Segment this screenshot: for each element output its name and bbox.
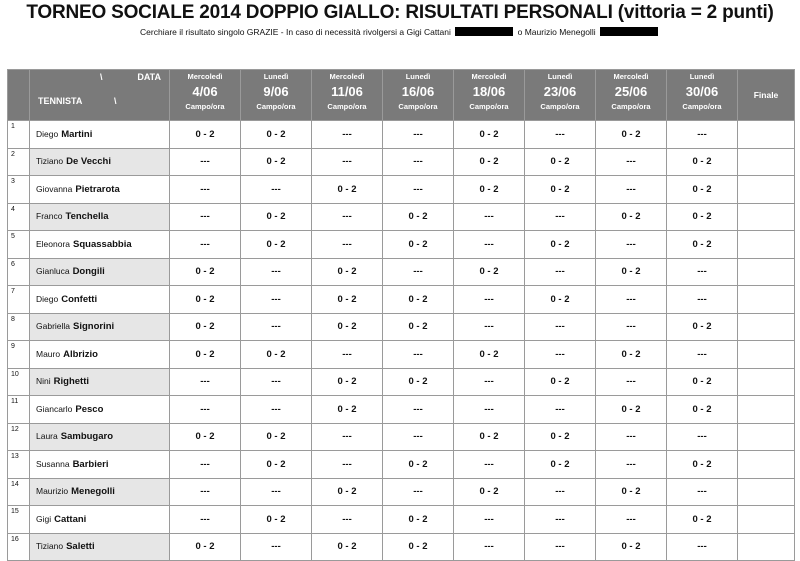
result-cell[interactable]: --- bbox=[241, 313, 312, 341]
result-cell[interactable]: 0 - 2 bbox=[312, 258, 383, 286]
result-cell[interactable]: --- bbox=[241, 286, 312, 314]
result-cell[interactable]: --- bbox=[170, 478, 241, 506]
result-cell[interactable]: --- bbox=[241, 396, 312, 424]
player-name bbox=[30, 313, 170, 341]
player-name bbox=[30, 231, 170, 259]
result-cell[interactable]: 0 - 2 bbox=[312, 478, 383, 506]
header-data-label: DATA bbox=[137, 72, 161, 82]
results-table bbox=[7, 69, 795, 561]
result-cell[interactable]: 0 - 2 bbox=[667, 368, 738, 396]
date-header: Mercoledì 18/06 Campo/ora bbox=[454, 70, 525, 121]
result-cell[interactable]: 0 - 2 bbox=[667, 396, 738, 424]
result-cell[interactable]: 0 - 2 bbox=[241, 341, 312, 369]
date-header: Mercoledì 4/06 Campo/ora bbox=[170, 70, 241, 121]
final-cell[interactable] bbox=[738, 258, 795, 286]
subtitle bbox=[0, 27, 800, 37]
player-name bbox=[30, 286, 170, 314]
table-row bbox=[8, 286, 795, 314]
result-cell[interactable]: --- bbox=[525, 203, 596, 231]
result-cell[interactable]: --- bbox=[667, 258, 738, 286]
player-name bbox=[30, 258, 170, 286]
player-name bbox=[30, 423, 170, 451]
table-row bbox=[8, 231, 795, 259]
player-last-name: Menegolli bbox=[71, 486, 115, 498]
player-name bbox=[30, 533, 170, 561]
result-cell[interactable]: 0 - 2 bbox=[454, 478, 525, 506]
final-cell[interactable] bbox=[738, 203, 795, 231]
final-cell[interactable] bbox=[738, 533, 795, 561]
result-cell[interactable]: --- bbox=[454, 506, 525, 534]
player-name bbox=[30, 396, 170, 424]
table-row bbox=[8, 313, 795, 341]
result-cell[interactable]: --- bbox=[596, 231, 667, 259]
player-last-name: Squassabbia bbox=[73, 238, 132, 250]
result-cell[interactable]: 0 - 2 bbox=[525, 423, 596, 451]
player-name bbox=[30, 451, 170, 479]
row-number: 1 bbox=[8, 121, 30, 149]
result-cell[interactable]: 0 - 2 bbox=[525, 286, 596, 314]
result-cell[interactable]: 0 - 2 bbox=[383, 231, 454, 259]
player-first-name: Diego bbox=[36, 293, 59, 304]
result-cell[interactable]: --- bbox=[667, 121, 738, 149]
player-last-name: Barbieri bbox=[72, 458, 109, 470]
result-cell[interactable]: --- bbox=[241, 478, 312, 506]
result-cell[interactable]: 0 - 2 bbox=[312, 313, 383, 341]
result-cell[interactable]: --- bbox=[383, 341, 454, 369]
result-cell[interactable]: --- bbox=[170, 451, 241, 479]
result-cell[interactable]: --- bbox=[525, 478, 596, 506]
result-cell[interactable]: --- bbox=[667, 286, 738, 314]
header-tennista-label: TENNISTA bbox=[38, 96, 83, 106]
table-row bbox=[8, 533, 795, 561]
player-last-name: De Vecchi bbox=[66, 156, 111, 168]
final-cell[interactable] bbox=[738, 286, 795, 314]
player-last-name: Pesco bbox=[75, 403, 104, 415]
table-row bbox=[8, 478, 795, 506]
result-cell[interactable]: 0 - 2 bbox=[596, 258, 667, 286]
table-row bbox=[8, 341, 795, 369]
table-row bbox=[8, 368, 795, 396]
player-first-name: Gigi bbox=[36, 513, 52, 524]
result-cell[interactable]: --- bbox=[667, 478, 738, 506]
result-cell[interactable]: 0 - 2 bbox=[454, 176, 525, 204]
date-header: Lunedì 23/06 Campo/ora bbox=[525, 70, 596, 121]
result-cell[interactable]: --- bbox=[454, 368, 525, 396]
header-separator: \ bbox=[100, 72, 103, 82]
result-cell[interactable]: 0 - 2 bbox=[383, 203, 454, 231]
result-cell[interactable]: --- bbox=[170, 396, 241, 424]
header-final-cell: Finale bbox=[738, 70, 795, 121]
result-cell[interactable]: 0 - 2 bbox=[667, 506, 738, 534]
result-cell[interactable]: 0 - 2 bbox=[170, 341, 241, 369]
result-cell[interactable]: --- bbox=[596, 286, 667, 314]
result-cell[interactable]: --- bbox=[525, 396, 596, 424]
result-cell[interactable]: --- bbox=[241, 258, 312, 286]
result-cell[interactable]: --- bbox=[596, 148, 667, 176]
result-cell[interactable]: 0 - 2 bbox=[596, 533, 667, 561]
result-cell[interactable]: 0 - 2 bbox=[525, 451, 596, 479]
player-last-name: Pietrarota bbox=[75, 183, 120, 195]
result-cell[interactable]: 0 - 2 bbox=[170, 313, 241, 341]
table-row bbox=[8, 148, 795, 176]
result-cell[interactable]: --- bbox=[454, 313, 525, 341]
player-name bbox=[30, 203, 170, 231]
result-cell[interactable]: 0 - 2 bbox=[241, 451, 312, 479]
player-name bbox=[30, 368, 170, 396]
header-number-cell bbox=[8, 70, 30, 121]
table-row bbox=[8, 203, 795, 231]
row-number: 5 bbox=[8, 231, 30, 259]
result-cell[interactable]: --- bbox=[241, 533, 312, 561]
result-cell[interactable]: 0 - 2 bbox=[312, 176, 383, 204]
result-cell[interactable]: --- bbox=[383, 478, 454, 506]
results-body bbox=[8, 121, 795, 561]
result-cell[interactable]: 0 - 2 bbox=[383, 313, 454, 341]
result-cell[interactable]: 0 - 2 bbox=[667, 176, 738, 204]
final-cell[interactable] bbox=[738, 121, 795, 149]
result-cell[interactable]: --- bbox=[454, 396, 525, 424]
row-number: 9 bbox=[8, 341, 30, 369]
result-cell[interactable]: --- bbox=[525, 533, 596, 561]
result-cell[interactable]: 0 - 2 bbox=[667, 451, 738, 479]
redacted-phone bbox=[455, 27, 513, 36]
player-last-name: Martini bbox=[61, 128, 93, 140]
final-cell[interactable] bbox=[738, 341, 795, 369]
player-name bbox=[30, 176, 170, 204]
player-name bbox=[30, 341, 170, 369]
result-cell[interactable]: 0 - 2 bbox=[312, 533, 383, 561]
result-cell[interactable]: 0 - 2 bbox=[525, 148, 596, 176]
result-cell[interactable]: 0 - 2 bbox=[170, 121, 241, 149]
result-cell[interactable]: 0 - 2 bbox=[525, 368, 596, 396]
result-cell[interactable]: --- bbox=[312, 121, 383, 149]
player-name bbox=[30, 506, 170, 534]
result-cell[interactable]: --- bbox=[454, 533, 525, 561]
final-cell[interactable] bbox=[738, 176, 795, 204]
result-cell[interactable]: --- bbox=[596, 451, 667, 479]
final-cell[interactable] bbox=[738, 506, 795, 534]
player-last-name: Signorini bbox=[73, 321, 115, 333]
row-number: 2 bbox=[8, 148, 30, 176]
player-name bbox=[30, 478, 170, 506]
table-row bbox=[8, 506, 795, 534]
header-player-cell bbox=[30, 70, 170, 121]
table-row bbox=[8, 423, 795, 451]
header-separator: \ bbox=[114, 96, 117, 106]
result-cell[interactable]: 0 - 2 bbox=[383, 506, 454, 534]
subtitle-instructions: Cerchiare il risultato singolo GRAZIE - In caso di necessità rivolgersi a Gigi Cattani bbox=[140, 27, 451, 37]
subtitle-contact: o Maurizio Menegolli bbox=[517, 27, 596, 37]
player-first-name: Mauro bbox=[36, 348, 61, 359]
final-cell[interactable] bbox=[738, 478, 795, 506]
player-name bbox=[30, 121, 170, 149]
row-number: 16 bbox=[8, 533, 30, 561]
redacted-phone bbox=[600, 27, 658, 36]
result-cell[interactable]: --- bbox=[312, 423, 383, 451]
result-cell[interactable]: 0 - 2 bbox=[454, 341, 525, 369]
result-cell[interactable]: 0 - 2 bbox=[525, 176, 596, 204]
row-number: 8 bbox=[8, 313, 30, 341]
row-number: 11 bbox=[8, 396, 30, 424]
row-number: 10 bbox=[8, 368, 30, 396]
result-cell[interactable]: --- bbox=[312, 148, 383, 176]
result-cell[interactable]: --- bbox=[241, 176, 312, 204]
player-first-name: Tiziano bbox=[36, 156, 64, 167]
row-number: 12 bbox=[8, 423, 30, 451]
final-cell[interactable] bbox=[738, 451, 795, 479]
result-cell[interactable]: 0 - 2 bbox=[241, 148, 312, 176]
result-cell[interactable]: --- bbox=[525, 506, 596, 534]
result-cell[interactable]: --- bbox=[383, 258, 454, 286]
result-cell[interactable]: --- bbox=[312, 341, 383, 369]
row-number: 3 bbox=[8, 176, 30, 204]
result-cell[interactable]: 0 - 2 bbox=[170, 423, 241, 451]
result-cell[interactable]: 0 - 2 bbox=[383, 286, 454, 314]
result-cell[interactable]: 0 - 2 bbox=[667, 203, 738, 231]
date-header: Lunedì 9/06 Campo/ora bbox=[241, 70, 312, 121]
result-cell[interactable]: --- bbox=[525, 313, 596, 341]
result-cell[interactable]: 0 - 2 bbox=[312, 396, 383, 424]
player-last-name: Sambugaro bbox=[60, 431, 114, 443]
result-cell[interactable]: --- bbox=[667, 423, 738, 451]
result-cell[interactable]: --- bbox=[170, 176, 241, 204]
row-number: 13 bbox=[8, 451, 30, 479]
result-cell[interactable]: --- bbox=[312, 231, 383, 259]
result-cell[interactable]: --- bbox=[596, 176, 667, 204]
player-first-name: Giovanna bbox=[36, 183, 73, 194]
result-cell[interactable]: --- bbox=[525, 258, 596, 286]
result-cell[interactable]: --- bbox=[383, 176, 454, 204]
result-cell[interactable]: --- bbox=[312, 451, 383, 479]
result-cell[interactable]: --- bbox=[454, 203, 525, 231]
result-cell[interactable]: --- bbox=[596, 368, 667, 396]
final-cell[interactable] bbox=[738, 148, 795, 176]
row-number: 4 bbox=[8, 203, 30, 231]
date-header: Lunedì 30/06 Campo/ora bbox=[667, 70, 738, 121]
result-cell[interactable]: --- bbox=[454, 231, 525, 259]
result-cell[interactable]: --- bbox=[383, 121, 454, 149]
result-cell[interactable]: 0 - 2 bbox=[667, 231, 738, 259]
result-cell[interactable]: --- bbox=[525, 341, 596, 369]
result-cell[interactable]: 0 - 2 bbox=[525, 231, 596, 259]
result-cell[interactable]: 0 - 2 bbox=[241, 121, 312, 149]
result-cell[interactable]: --- bbox=[241, 368, 312, 396]
table-row bbox=[8, 451, 795, 479]
header-row bbox=[8, 70, 795, 121]
result-cell[interactable]: 0 - 2 bbox=[241, 203, 312, 231]
player-first-name: Gianluca bbox=[36, 266, 70, 277]
result-cell[interactable]: 0 - 2 bbox=[596, 341, 667, 369]
result-cell[interactable]: --- bbox=[383, 396, 454, 424]
row-number: 14 bbox=[8, 478, 30, 506]
player-last-name: Tenchella bbox=[65, 211, 109, 223]
player-first-name: Franco bbox=[36, 211, 63, 222]
player-first-name: Eleonora bbox=[36, 238, 71, 249]
final-cell[interactable] bbox=[738, 231, 795, 259]
player-first-name: Susanna bbox=[36, 458, 70, 469]
result-cell[interactable]: --- bbox=[454, 286, 525, 314]
player-last-name: Dongili bbox=[72, 266, 105, 278]
player-first-name: Gabriella bbox=[36, 321, 71, 332]
final-cell[interactable] bbox=[738, 423, 795, 451]
result-cell[interactable]: --- bbox=[383, 423, 454, 451]
result-cell[interactable]: 0 - 2 bbox=[383, 451, 454, 479]
result-cell[interactable]: 0 - 2 bbox=[667, 148, 738, 176]
result-cell[interactable]: --- bbox=[667, 533, 738, 561]
result-cell[interactable]: 0 - 2 bbox=[596, 396, 667, 424]
player-first-name: Giancarlo bbox=[36, 403, 73, 414]
player-first-name: Diego bbox=[36, 128, 59, 139]
table-row bbox=[8, 396, 795, 424]
player-name bbox=[30, 148, 170, 176]
final-cell[interactable] bbox=[738, 368, 795, 396]
player-last-name: Saletti bbox=[66, 541, 95, 553]
date-header: Mercoledì 25/06 Campo/ora bbox=[596, 70, 667, 121]
table-row bbox=[8, 258, 795, 286]
result-cell[interactable]: 0 - 2 bbox=[667, 313, 738, 341]
result-cell[interactable]: 0 - 2 bbox=[170, 533, 241, 561]
final-cell[interactable] bbox=[738, 313, 795, 341]
player-first-name: Maurizio bbox=[36, 486, 69, 497]
date-header: Lunedì 16/06 Campo/ora bbox=[383, 70, 454, 121]
player-last-name: Albrizio bbox=[63, 348, 98, 360]
result-cell[interactable]: --- bbox=[596, 506, 667, 534]
result-cell[interactable]: 0 - 2 bbox=[312, 286, 383, 314]
result-cell[interactable]: 0 - 2 bbox=[454, 423, 525, 451]
player-first-name: Tiziano bbox=[36, 541, 64, 552]
result-cell[interactable]: 0 - 2 bbox=[454, 258, 525, 286]
result-cell[interactable]: --- bbox=[383, 148, 454, 176]
table-row bbox=[8, 176, 795, 204]
result-cell[interactable]: --- bbox=[596, 313, 667, 341]
result-cell[interactable]: 0 - 2 bbox=[312, 368, 383, 396]
player-first-name: Laura bbox=[36, 431, 58, 442]
result-cell[interactable]: 0 - 2 bbox=[596, 478, 667, 506]
result-cell[interactable]: --- bbox=[667, 341, 738, 369]
player-last-name: Righetti bbox=[53, 376, 90, 388]
result-cell[interactable]: 0 - 2 bbox=[383, 368, 454, 396]
result-cell[interactable]: 0 - 2 bbox=[383, 533, 454, 561]
page-title: TORNEO SOCIALE 2014 DOPPIO GIALLO: RISULTATI PERSONALI (vittoria = 2 punti) bbox=[26, 2, 774, 23]
result-cell[interactable]: 0 - 2 bbox=[170, 258, 241, 286]
row-number: 6 bbox=[8, 258, 30, 286]
result-cell[interactable]: 0 - 2 bbox=[596, 121, 667, 149]
result-cell[interactable]: --- bbox=[170, 368, 241, 396]
table-row bbox=[8, 121, 795, 149]
player-first-name: Nini bbox=[36, 376, 51, 387]
result-cell[interactable]: --- bbox=[170, 506, 241, 534]
result-cell[interactable]: 0 - 2 bbox=[454, 148, 525, 176]
result-cell[interactable]: --- bbox=[525, 121, 596, 149]
result-cell[interactable]: --- bbox=[454, 451, 525, 479]
result-cell[interactable]: --- bbox=[596, 423, 667, 451]
player-last-name: Confetti bbox=[61, 293, 98, 305]
result-cell[interactable]: --- bbox=[170, 148, 241, 176]
result-cell[interactable]: 0 - 2 bbox=[241, 231, 312, 259]
result-cell[interactable]: 0 - 2 bbox=[454, 121, 525, 149]
row-number: 15 bbox=[8, 506, 30, 534]
player-last-name: Cattani bbox=[54, 513, 87, 525]
result-cell[interactable]: 0 - 2 bbox=[241, 506, 312, 534]
row-number: 7 bbox=[8, 286, 30, 314]
result-cell[interactable]: 0 - 2 bbox=[170, 286, 241, 314]
final-cell[interactable] bbox=[738, 396, 795, 424]
result-cell[interactable]: --- bbox=[312, 203, 383, 231]
result-cell[interactable]: --- bbox=[170, 203, 241, 231]
result-cell[interactable]: 0 - 2 bbox=[241, 423, 312, 451]
result-cell[interactable]: 0 - 2 bbox=[596, 203, 667, 231]
date-header: Mercoledì 11/06 Campo/ora bbox=[312, 70, 383, 121]
result-cell[interactable]: --- bbox=[312, 506, 383, 534]
result-cell[interactable]: --- bbox=[170, 231, 241, 259]
